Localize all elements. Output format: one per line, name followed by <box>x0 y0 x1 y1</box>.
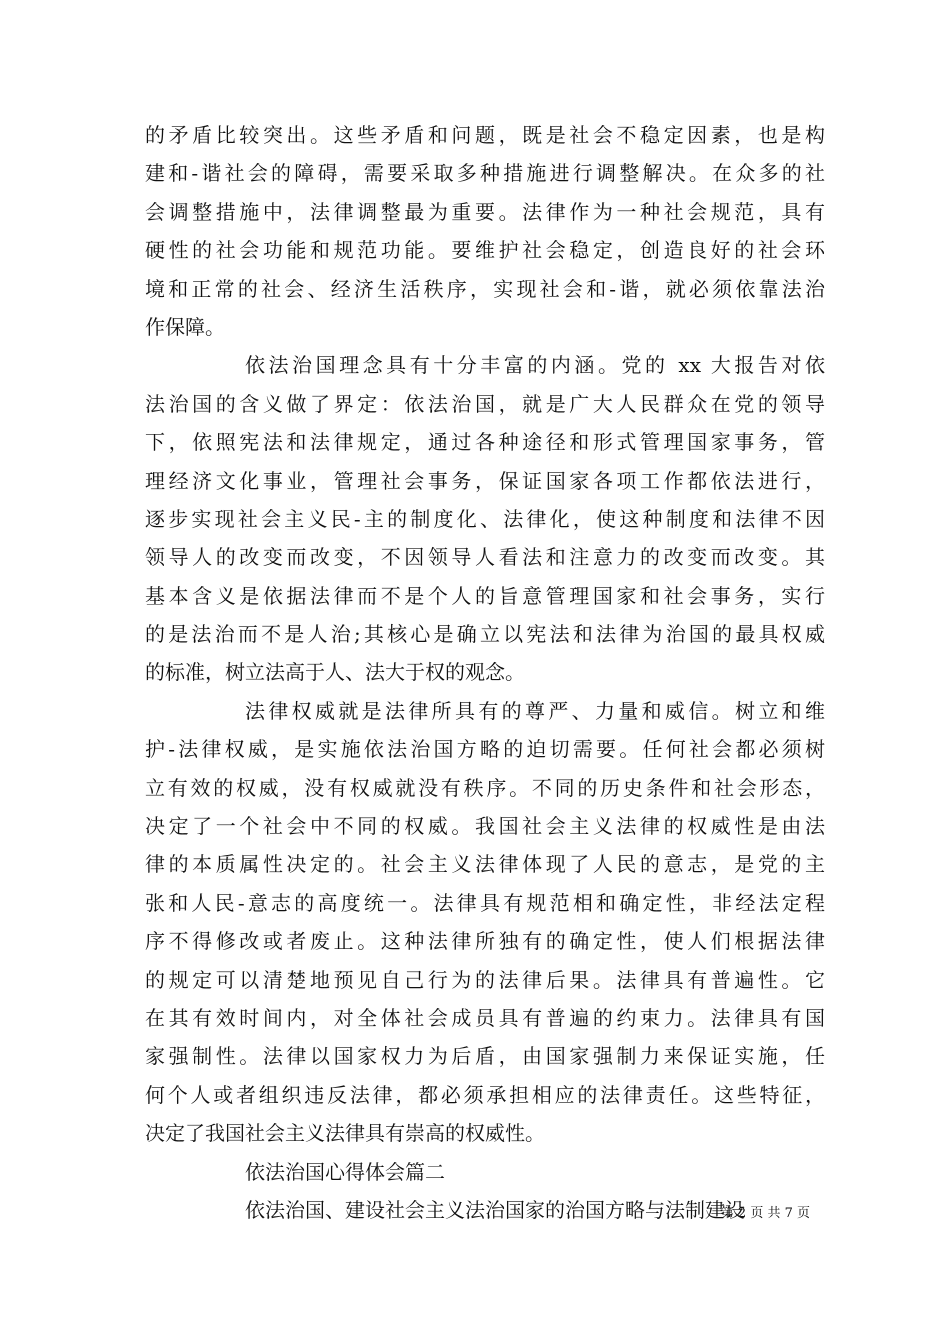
text-line: 护-法律权威，是实施依法治国方略的迫切需要。任何社会都必须树 <box>145 737 825 762</box>
text-line: 下，依照宪法和法律规定，通过各种途径和形式管理国家事务，管 <box>145 430 825 455</box>
text-line: 境和正常的社会、经济生活秩序，实现社会和-谐，就必须依靠法治 <box>145 276 825 301</box>
paragraph-first-line: 依法治国、建设社会主义法治国家的治国方略与法制建设 <box>245 1197 745 1222</box>
text-line: 作保障。 <box>145 314 225 339</box>
text-line: 建和-谐社会的障碍，需要采取多种措施进行调整解决。在众多的社 <box>145 161 825 186</box>
text-line: 的规定可以清楚地预见自己行为的法律后果。法律具有普遍性。它 <box>145 967 825 992</box>
text-line: 张和人民-意志的高度统一。法律具有规范相和确定性，非经法定程 <box>145 890 825 915</box>
document-body <box>145 116 825 1229</box>
text-line: 家强制性。法律以国家权力为后盾，由国家强制力来保证实施，任 <box>145 1044 825 1069</box>
text-line: 序不得修改或者废止。这种法律所独有的确定性，使人们根据法律 <box>145 929 825 954</box>
text-line: 在其有效时间内，对全体社会成员具有普遍的约束力。法律具有国 <box>145 1005 825 1030</box>
text-line: 的矛盾比较突出。这些矛盾和问题，既是社会不稳定因素，也是构 <box>145 123 825 147</box>
text-line: 领导人的改变而改变，不因领导人看法和注意力的改变而改变。其 <box>145 545 825 570</box>
text-line: 会调整措施中，法律调整最为重要。法律作为一种社会规范，具有 <box>145 199 825 224</box>
text-line: 法治国的含义做了界定：依法治国，就是广大人民群众在党的领导 <box>145 391 825 416</box>
text-line: 决定了我国社会主义法律具有崇高的权威性。 <box>145 1121 545 1146</box>
text-line: 硬性的社会功能和规范功能。要维护社会稳定，创造良好的社会环 <box>145 238 825 263</box>
text-line: 律的本质属性决定的。社会主义法律体现了人民的意志，是党的主 <box>145 852 825 877</box>
paragraph-first-line: 法律权威就是法律所具有的尊严、力量和威信。树立和维 <box>245 698 825 723</box>
text-line: 何个人或者组织违反法律，都必须承担相应的法律责任。这些特征， <box>145 1082 825 1107</box>
text-line: 基本含义是依据法律而不是个人的旨意管理国家和社会事务，实行 <box>145 583 825 608</box>
text-line: 立有效的权威，没有权威就没有秩序。不同的历史条件和社会形态， <box>145 775 825 800</box>
section-heading: 依法治国心得体会篇二 <box>245 1159 445 1184</box>
paragraph-first-line: 依法治国理念具有十分丰富的内涵。党的 xx 大报告对依 <box>245 353 825 378</box>
text-line: 的是法治而不是人治;其核心是确立以宪法和法律为治国的最具权威 <box>145 622 825 647</box>
text-line: 理经济文化事业，管理社会事务，保证国家各项工作都依法进行， <box>145 468 825 493</box>
page-number-footer: 第 2 页 共 7 页 <box>720 1206 810 1221</box>
text-line: 逐步实现社会主义民-主的制度化、法律化，使这种制度和法律不因 <box>145 506 825 531</box>
text-line: 决定了一个社会中不同的权威。我国社会主义法律的权威性是由法 <box>145 814 825 839</box>
text-line: 的标准，树立法高于人、法大于权的观念。 <box>145 660 525 685</box>
